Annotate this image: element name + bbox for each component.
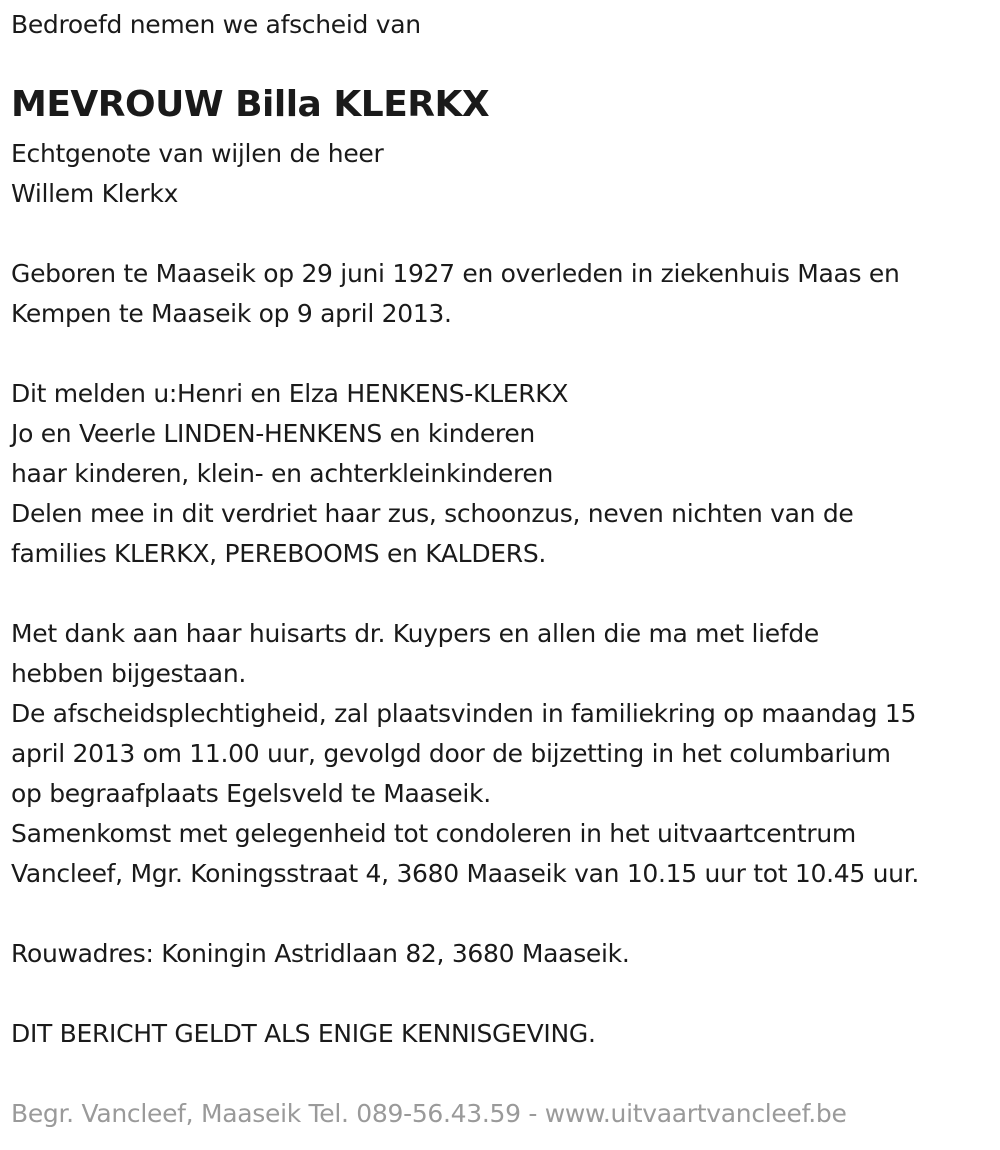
funeral-home-footer: Begr. Vancleef, Maaseik Tel. 089-56.43.59 - www.uitvaartvancleef.be [11,1099,847,1128]
details-line: op begraafplaats Egelsveld te Maaseik. [11,779,491,808]
family-line: Dit melden u:Henri en Elza HENKENS-KLERKX [11,379,569,408]
details-line: Samenkomst met gelegenheid tot condoleren in het uitvaartcentrum [11,819,856,848]
details-line: hebben bijgestaan. [11,659,247,688]
family-line: families KLERKX, PEREBOOMS en KALDERS. [11,539,547,568]
birth-line: Kempen te Maaseik op 9 april 2013. [11,299,452,328]
spouse-line: Echtgenote van wijlen de heer [11,139,384,168]
spouse-line: Willem Klerkx [11,179,179,208]
family-line: Delen mee in dit verdriet haar zus, schoonzus, neven nichten van de [11,499,854,528]
details-line: Vancleef, Mgr. Koningsstraat 4, 3680 Maaseik van 10.15 uur tot 10.45 uur. [11,859,920,888]
mourning-address: Rouwadres: Koningin Astridlaan 82, 3680 Maaseik. [11,939,630,968]
notice-text: DIT BERICHT GELDT ALS ENIGE KENNISGEVING. [11,1019,596,1048]
details-line: april 2013 om 11.00 uur, gevolgd door de bijzetting in het columbarium [11,739,891,768]
birth-line: Geboren te Maaseik op 29 juni 1927 en overleden in ziekenhuis Maas en [11,259,900,288]
family-line: haar kinderen, klein- en achterkleinkinderen [11,459,554,488]
details-line: De afscheidsplechtigheid, zal plaatsvinden in familiekring op maandag 15 [11,699,917,728]
family-line: Jo en Veerle LINDEN-HENKENS en kinderen [11,419,535,448]
deceased-name: MEVROUW Billa KLERKX [11,84,490,125]
intro-text: Bedroefd nemen we afscheid van [11,10,421,39]
details-line: Met dank aan haar huisarts dr. Kuypers en allen die ma met liefde [11,619,819,648]
